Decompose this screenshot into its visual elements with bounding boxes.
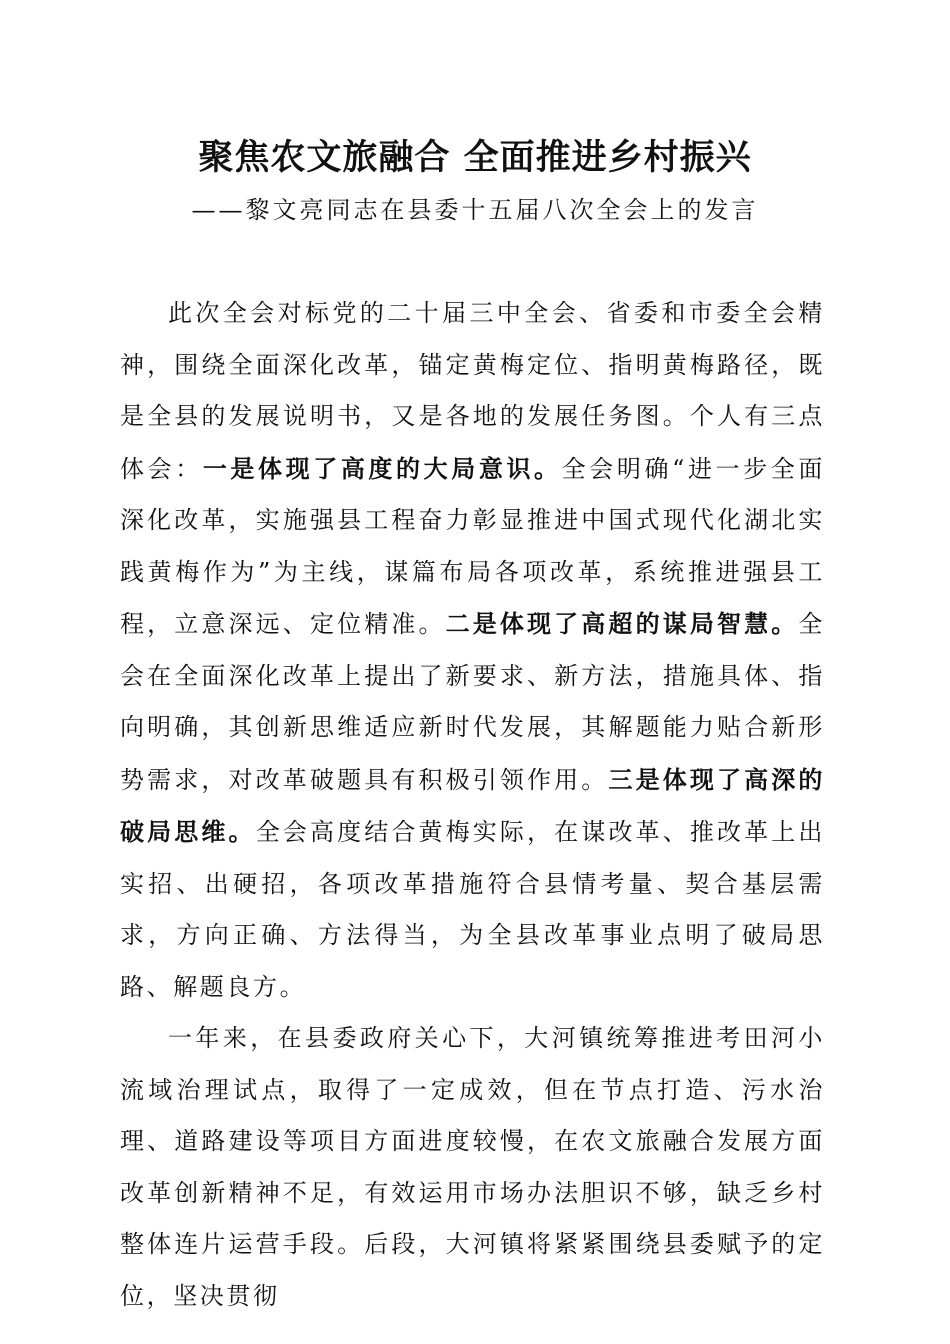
document-body bbox=[120, 288, 825, 1322]
paragraph-1-text-1: 此次全会对标党的二十届三中全会、省委和市委全会精神，围绕全面深化改革，锚定黄梅定位、指明黄梅路径，既是全县的发展说明书，又是各地的发展任务图。个人有三点体会： bbox=[120, 299, 825, 483]
paragraph-1-text-4: 全会高度结合黄梅实际，在谋改革、推改革上出实招、出硬招，各项改革措施符合县情考量、契合基层需求，方向正确、方法得当，为全县改革事业点明了破局思路、解题良方。 bbox=[120, 818, 825, 1001]
point-1-heading: 一是体现了高度的大局意识。 bbox=[202, 453, 562, 483]
paragraph-1-text-2: 全会明确“进一步全面深化改革，实施强县工程奋力彰显推进中国式现代化湖北实践黄梅作为”为主线，谋篇布局各项改革，系统推进强县工程，立意深远、定位精准。 bbox=[120, 454, 825, 638]
document-subtitle: ——黎文亮同志在县委十五届八次全会上的发言 bbox=[191, 196, 759, 224]
point-3-heading: 三是体现了高深的破局思维。 bbox=[120, 764, 825, 846]
paragraph-1-text-3: 全会在全面深化改革上提出了新要求、新方法，措施具体、指向明确，其创新思维适应新时代发展，其解题能力贴合新形势需求，对改革破题具有积极引领作用。 bbox=[120, 610, 825, 794]
paragraph-2: 一年来，在县委政府关心下，大河镇统筹推进考田河小流域治理试点，取得了一定成效，但在节点打造、污水治理、道路建设等项目方面进度较慢，在农文旅融合发展方面改革创新精神不足，有效运用市场办法胆识不够，缺乏乡村整体连片运营手段。后段，大河镇将紧紧围绕县委赋予的定位，坚决贯彻 bbox=[120, 1024, 825, 1310]
document-title: 聚焦农文旅融合 全面推进乡村振兴 bbox=[198, 137, 752, 178]
point-2-heading: 二是体现了高超的谋局智慧。 bbox=[445, 609, 799, 638]
paragraph-1 bbox=[120, 288, 825, 1013]
